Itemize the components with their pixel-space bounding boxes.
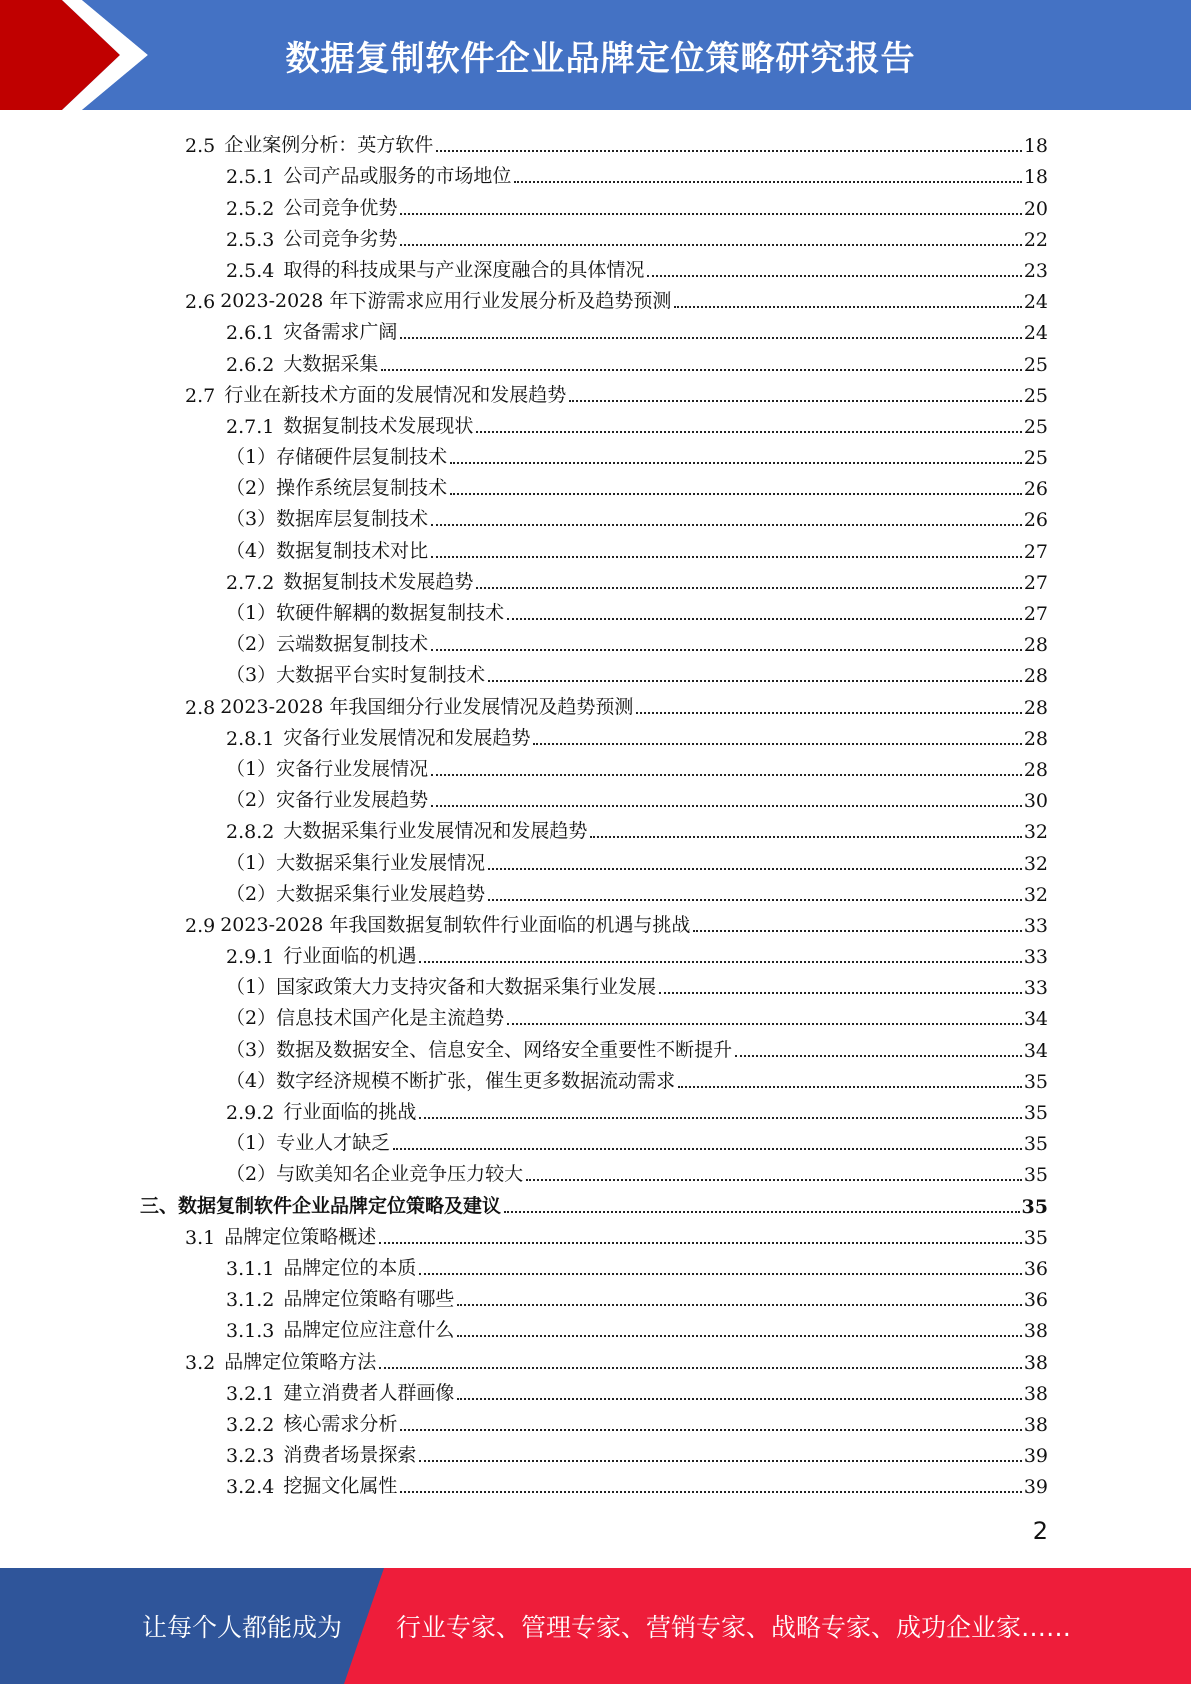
toc-entry[interactable] [140,376,1048,407]
toc-leader-dots [400,1491,1021,1493]
toc-leader-dots [381,369,1021,371]
toc-entry-title: （3）数据库层复制技术 [226,508,429,531]
toc-leader-dots [674,306,1021,308]
footer-slogan-left: 让每个人都能成为 [142,1613,343,1642]
toc-entry-page: 32 [1023,852,1048,875]
toc-entry-page: 28 [1023,758,1048,781]
toc-entry-page: 27 [1023,571,1048,594]
toc-leader-dots [457,1335,1021,1337]
toc-leader-dots [450,462,1022,464]
toc-entry-title: 品牌定位策略方法 [224,1350,377,1373]
toc-leader-dots [400,337,1021,339]
toc-entry-page: 25 [1023,353,1048,376]
toc-leader-dots [431,524,1022,526]
toc-entry-page: 36 [1023,1289,1048,1312]
toc-entry-number: 2.8 [185,696,216,719]
toc-leader-dots [636,712,1021,714]
toc-leader-dots [504,1211,1020,1213]
toc-leader-dots [476,587,1021,589]
toc-entry-title: 数据复制技术发展现状 [283,414,474,437]
toc-leader-dots [488,899,1022,901]
toc-entry-page: 35 [1023,1070,1048,1093]
toc-entry-title: 公司竞争劣势 [283,227,398,250]
toc-entry[interactable] [140,126,1048,157]
toc-entry-page: 35 [1021,1195,1048,1218]
toc-entry[interactable] [140,812,1048,843]
toc-leader-dots [735,1055,1022,1057]
toc-entry-page: 28 [1023,634,1048,657]
toc-entry-page: 24 [1023,291,1048,314]
toc-entry[interactable] [140,500,1048,531]
toc-leader-dots [659,992,1022,994]
toc-entry[interactable] [140,1124,1048,1155]
toc-entry[interactable] [140,438,1048,469]
toc-leader-dots [590,836,1021,838]
toc-leader-dots [457,1398,1021,1400]
toc-entry-page: 26 [1023,509,1048,532]
toc-entry-page: 23 [1023,259,1048,282]
toc-entry-title: 取得的科技成果与产业深度融合的具体情况 [283,258,645,281]
toc-leader-dots [419,1460,1021,1462]
toc-entry-title: 企业案例分析：英方软件 [224,134,434,157]
toc-entry-page: 20 [1023,197,1048,220]
toc-entry-number: 3.2.4 [226,1476,275,1499]
toc-entry-title: 大数据采集 [283,352,379,375]
toc-entry-number: 2.5.3 [226,228,275,251]
toc-entry[interactable] [140,1311,1048,1342]
toc-leader-dots [507,618,1022,620]
toc-entry[interactable] [140,313,1048,344]
toc-entry-title: 2023-2028 年我国数据复制软件行业面临的机遇与挑战 [220,913,691,936]
toc-entry[interactable] [140,469,1048,500]
toc-entry-number: 2.6 [185,291,216,314]
toc-entry-page: 36 [1023,1257,1048,1280]
toc-entry-number: 2.7 [185,384,216,407]
toc-entry[interactable] [140,157,1048,188]
toc-entry-page: 26 [1023,478,1048,501]
toc-leader-dots [533,743,1021,745]
toc-entry[interactable] [140,1030,1048,1061]
toc-entry-page: 39 [1023,1476,1048,1499]
toc-entry-page: 38 [1023,1320,1048,1343]
footer-slogan-right: 行业专家、管理专家、营销专家、战略专家、成功企业家…… [396,1613,1072,1642]
toc-entry-page: 35 [1023,1164,1048,1187]
toc-entry-title: 数据复制技术发展趋势 [283,570,474,593]
toc-entry-title: （2）信息技术国产化是主流趋势 [226,1007,505,1030]
toc-entry-title: 品牌定位策略概述 [224,1225,377,1248]
toc-entry-number: 2.6.2 [226,353,275,376]
toc-leader-dots [488,868,1022,870]
toc-entry-title: 行业面临的挑战 [283,1101,417,1123]
toc-entry[interactable] [140,937,1048,968]
toc-entry-page: 34 [1023,1008,1048,1031]
toc-entry[interactable] [140,563,1048,594]
toc-entry-title: （2）大数据采集行业发展趋势 [226,882,486,905]
toc-leader-dots [393,1148,1022,1150]
toc-leader-dots [400,213,1021,215]
toc-leader-dots [476,431,1021,433]
toc-entry[interactable] [140,1405,1048,1436]
toc-leader-dots [419,1273,1021,1275]
toc-leader-dots [431,805,1022,807]
toc-entry-title: （1）存储硬件层复制技术 [226,446,448,469]
toc-entry[interactable] [140,1155,1048,1186]
toc-entry-number: 2.7.1 [226,415,275,438]
toc-entry-page: 27 [1023,540,1048,563]
toc-entry[interactable] [140,875,1048,906]
toc-entry-title: （1）专业人才缺乏 [226,1132,391,1155]
toc-entry-page: 33 [1023,946,1048,969]
toc-entry-number: 2.8.1 [226,727,275,750]
toc-entry[interactable] [140,750,1048,781]
toc-leader-dots [488,680,1022,682]
toc-entry-page: 34 [1023,1039,1048,1062]
toc-entry[interactable] [140,719,1048,750]
toc-entry-title: 公司竞争优势 [283,196,398,219]
toc-entry-title: （2）操作系统层复制技术 [226,477,448,500]
toc-entry[interactable] [140,1186,1048,1217]
toc-entry[interactable] [140,687,1048,718]
toc-entry-page: 25 [1023,384,1048,407]
toc-entry-page: 35 [1023,1102,1048,1124]
toc-entry-number: 2.9.2 [226,1102,275,1124]
toc-entry[interactable] [140,594,1048,625]
toc-entry[interactable] [140,1436,1048,1467]
toc-entry[interactable] [140,781,1048,812]
toc-entry-title: （3）数据及数据安全、信息安全、网络安全重要性不断提升 [226,1038,733,1061]
toc-entry-title: （1）软硬件解耦的数据复制技术 [226,602,505,624]
toc-entry-title: （1）国家政策大力支持灾备和大数据采集行业发展 [226,976,657,999]
toc-entry-title: （4）数字经济规模不断扩张，催生更多数据流动需求 [226,1069,676,1092]
toc-leader-dots [507,1023,1022,1025]
toc-leader-dots [431,649,1022,651]
toc-entry[interactable] [140,1249,1048,1280]
toc-leader-dots [457,1304,1021,1306]
toc-entry-number: 3.1 [185,1226,216,1249]
toc-entry-title: 三、数据复制软件企业品牌定位策略及建议 [140,1194,502,1217]
toc-entry-title: 消费者场景探索 [283,1444,417,1467]
toc-entry-title: （1）大数据采集行业发展情况 [226,851,486,874]
toc-entry-page: 27 [1023,603,1048,625]
toc-entry-number: 3.2.3 [226,1445,275,1468]
toc-leader-dots [379,1367,1022,1369]
toc-entry-page: 38 [1023,1413,1048,1436]
toc-entry-page: 24 [1023,322,1048,345]
toc-entry-title: （3）大数据平台实时复制技术 [226,664,486,687]
toc-entry-title: 行业在新技术方面的发展情况和发展趋势 [224,383,567,406]
toc-leader-dots [514,181,1021,183]
toc-leader-dots [678,1086,1022,1088]
toc-entry-page: 18 [1023,135,1048,158]
toc-entry-page: 28 [1023,696,1048,719]
toc-entry-page: 25 [1023,447,1048,470]
toc-leader-dots [419,1117,1021,1119]
toc-entry-page: 30 [1023,790,1048,813]
toc-leader-dots [431,556,1022,558]
toc-entry-page: 22 [1023,228,1048,251]
toc-entry[interactable] [140,906,1048,937]
toc-entry-number: 2.5.2 [226,197,275,220]
toc-leader-dots [569,400,1022,402]
toc-entry-title: （2）灾备行业发展趋势 [226,789,429,812]
toc-entry[interactable] [140,407,1048,438]
toc-entry-title: 公司产品或服务的市场地位 [283,165,512,188]
toc-entry[interactable] [140,282,1048,313]
toc-entry-number: 3.2 [185,1351,216,1374]
toc-entry-title: （4）数据复制技术对比 [226,539,429,562]
toc-leader-dots [419,961,1021,963]
toc-entry-number: 2.9 [185,914,216,937]
toc-entry-page: 35 [1023,1226,1048,1249]
toc-entry-number: 2.7.2 [226,571,275,594]
toc-leader-dots [693,930,1021,932]
toc-entry-title: 2023-2028 年我国细分行业发展情况及趋势预测 [220,695,634,718]
toc-entry-page: 32 [1023,821,1048,844]
toc-entry-page: 33 [1023,914,1048,937]
toc-entry-page: 25 [1023,415,1048,438]
toc-entry[interactable] [140,625,1048,656]
toc-entry-number: 3.1.3 [226,1320,275,1343]
toc-entry-number: 3.2.2 [226,1413,275,1436]
toc-entry-title: 2023-2028 年下游需求应用行业发展分析及趋势预测 [220,290,672,313]
report-title: 数据复制软件企业品牌定位策略研究报告 [285,38,916,79]
toc-entry-page: 33 [1023,977,1048,1000]
toc-entry[interactable] [140,1093,1048,1124]
toc-entry[interactable] [140,1062,1048,1093]
toc-entry-number: 2.5.4 [226,259,275,282]
toc-entry[interactable] [140,251,1048,282]
toc-entry-title: 灾备需求广阔 [283,321,398,344]
toc-entry-title: 核心需求分析 [283,1412,398,1435]
toc-entry-title: （1）灾备行业发展情况 [226,757,429,780]
toc-entry[interactable] [140,843,1048,874]
toc-entry[interactable] [140,1467,1048,1498]
toc-entry[interactable] [140,344,1048,375]
toc-entry[interactable] [140,1218,1048,1249]
toc-entry-number: 2.6.1 [226,322,275,345]
toc-leader-dots [526,1179,1022,1181]
toc-leader-dots [647,275,1021,277]
table-of-contents [140,126,1048,1498]
toc-entry-title: 挖掘文化属性 [283,1475,398,1498]
toc-entry-number: 2.9.1 [226,946,275,969]
toc-entry-number: 2.8.2 [226,821,275,844]
toc-entry-page: 35 [1023,1133,1048,1156]
toc-entry[interactable] [140,220,1048,251]
toc-entry-number: 3.1.1 [226,1257,275,1280]
toc-entry[interactable] [140,999,1048,1030]
toc-entry-title: （2）云端数据复制技术 [226,633,429,656]
report-footer [0,1568,1191,1684]
toc-leader-dots [400,1429,1021,1431]
toc-entry[interactable] [140,188,1048,219]
toc-entry-title: （2）与欧美知名企业竞争压力较大 [226,1163,524,1186]
toc-entry-number: 2.5.1 [226,166,275,189]
toc-entry[interactable] [140,1342,1048,1373]
toc-entry[interactable] [140,656,1048,687]
toc-entry-number: 3.2.1 [226,1382,275,1405]
toc-entry-page: 38 [1023,1382,1048,1405]
toc-entry-title: 灾备行业发展情况和发展趋势 [283,726,531,749]
toc-entry[interactable] [140,1374,1048,1405]
toc-entry-title: 品牌定位的本质 [283,1256,417,1279]
toc-leader-dots [379,1242,1022,1244]
toc-entry-title: 建立消费者人群画像 [283,1381,455,1404]
toc-entry[interactable] [140,1280,1048,1311]
toc-entry-page: 28 [1023,665,1048,688]
toc-entry-title: 大数据采集行业发展情况和发展趋势 [283,820,588,843]
toc-entry-page: 18 [1023,166,1048,189]
toc-leader-dots [450,493,1022,495]
page-number: 2 [1032,1517,1048,1545]
toc-entry-page: 28 [1023,727,1048,750]
toc-entry-number: 2.5 [185,135,216,158]
toc-entry[interactable] [140,968,1048,999]
toc-entry-title: 品牌定位策略有哪些 [283,1288,455,1311]
toc-entry-title: 行业面临的机遇 [283,945,417,968]
toc-entry-number: 3.1.2 [226,1289,275,1312]
report-header [0,0,1191,110]
toc-leader-dots [436,150,1022,152]
toc-entry-page: 32 [1023,883,1048,906]
toc-entry-page: 39 [1023,1445,1048,1468]
toc-leader-dots [400,244,1021,246]
header-chevron-decoration [0,0,160,110]
toc-entry[interactable] [140,531,1048,562]
toc-entry-page: 38 [1023,1351,1048,1374]
toc-entry-title: 品牌定位应注意什么 [283,1319,455,1342]
toc-leader-dots [431,774,1022,776]
